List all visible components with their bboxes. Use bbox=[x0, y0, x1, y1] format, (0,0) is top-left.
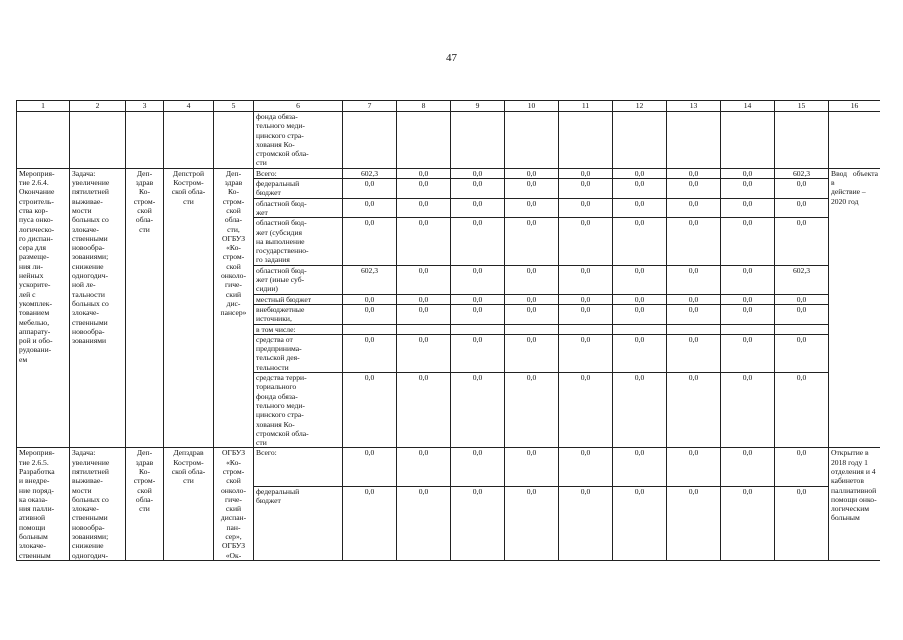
value-cell: 0,0 bbox=[505, 373, 559, 448]
measure-row bbox=[17, 168, 881, 178]
value-cell bbox=[721, 324, 775, 334]
value-cell: 0,0 bbox=[451, 265, 505, 294]
value-cell: 0,0 bbox=[397, 373, 451, 448]
value-cell: 0,0 bbox=[505, 265, 559, 294]
value-cell: 0,0 bbox=[505, 198, 559, 218]
carry-empty-cell bbox=[559, 112, 613, 169]
carry-empty-cell bbox=[505, 112, 559, 169]
value-cell: 0,0 bbox=[451, 198, 505, 218]
value-cell: 0,0 bbox=[613, 487, 667, 561]
value-cell bbox=[667, 324, 721, 334]
funding-source-cell: внебюджетные источники, bbox=[254, 304, 343, 324]
value-cell: 0,0 bbox=[667, 304, 721, 324]
funding-source-cell: федеральный бюджет bbox=[254, 179, 343, 199]
value-cell: 0,0 bbox=[667, 168, 721, 178]
value-cell bbox=[505, 324, 559, 334]
value-cell: 0,0 bbox=[343, 198, 397, 218]
value-cell: 0,0 bbox=[667, 334, 721, 372]
value-cell: 0,0 bbox=[613, 265, 667, 294]
value-cell: 0,0 bbox=[451, 168, 505, 178]
funding-source-cell: федеральный бюджет bbox=[254, 487, 343, 561]
carry-empty-cell bbox=[613, 112, 667, 169]
value-cell: 0,0 bbox=[775, 448, 829, 487]
executor-cell: Деп- здрав Ко- стром- ской обла- сти, ОГБУЗ «Ко- стром- ской онколо- гиче- ский дис- пансер» bbox=[214, 168, 254, 448]
value-cell: 0,0 bbox=[559, 334, 613, 372]
value-cell: 0,0 bbox=[667, 198, 721, 218]
carry-empty-cell bbox=[397, 112, 451, 169]
funding-source-cell: средства от предпринима- тельской дея- тельности bbox=[254, 334, 343, 372]
expected-result-cell: Ввод объекта в действие – 2020 год bbox=[829, 168, 881, 448]
measure-name-cell: Мероприя- тие 2.6.5. Разработка и внедре- ние поряд- ка оказа- ния палли- ативной помощи больным злокаче- ственным bbox=[17, 448, 70, 561]
value-cell: 0,0 bbox=[397, 448, 451, 487]
value-cell: 0,0 bbox=[505, 334, 559, 372]
header-cell-8: 8 bbox=[397, 101, 451, 112]
expected-result-cell: Открытие в 2018 году 1 отделения и 4 кабинетов паллиативной помощи онко- логическим больным bbox=[829, 448, 881, 561]
value-cell: 0,0 bbox=[559, 198, 613, 218]
carry-empty-cell bbox=[70, 112, 126, 169]
value-cell: 0,0 bbox=[775, 198, 829, 218]
value-cell: 0,0 bbox=[721, 218, 775, 265]
value-cell: 0,0 bbox=[667, 294, 721, 304]
customer-cell: Депстрой Костром- ской обла- сти bbox=[164, 168, 214, 448]
carry-over-row bbox=[17, 112, 881, 169]
value-cell: 0,0 bbox=[613, 373, 667, 448]
value-cell: 0,0 bbox=[721, 198, 775, 218]
value-cell: 0,0 bbox=[667, 218, 721, 265]
value-cell: 0,0 bbox=[559, 179, 613, 199]
value-cell bbox=[343, 324, 397, 334]
value-cell: 0,0 bbox=[613, 179, 667, 199]
funding-source-cell: областной бюд- жет (иные суб- сидии) bbox=[254, 265, 343, 294]
header-cell-14: 14 bbox=[721, 101, 775, 112]
value-cell bbox=[559, 324, 613, 334]
executor-cell: ОГБУЗ «Ко- стром- ской онколо- гиче- ский диспан- пан- сер», ОГБУЗ «Ок- bbox=[214, 448, 254, 561]
value-cell: 0,0 bbox=[775, 373, 829, 448]
value-cell bbox=[451, 324, 505, 334]
value-cell: 0,0 bbox=[721, 334, 775, 372]
value-cell: 0,0 bbox=[397, 265, 451, 294]
value-cell: 0,0 bbox=[667, 373, 721, 448]
value-cell: 0,0 bbox=[505, 218, 559, 265]
value-cell: 0,0 bbox=[559, 487, 613, 561]
value-cell: 0,0 bbox=[451, 218, 505, 265]
value-cell: 0,0 bbox=[343, 294, 397, 304]
value-cell: 0,0 bbox=[343, 487, 397, 561]
value-cell: 0,0 bbox=[613, 294, 667, 304]
value-cell: 0,0 bbox=[505, 294, 559, 304]
value-cell: 0,0 bbox=[559, 373, 613, 448]
funding-source-cell: в том числе: bbox=[254, 324, 343, 334]
value-cell: 0,0 bbox=[559, 218, 613, 265]
value-cell: 0,0 bbox=[451, 294, 505, 304]
value-cell: 0,0 bbox=[775, 218, 829, 265]
value-cell: 0,0 bbox=[397, 294, 451, 304]
value-cell: 0,0 bbox=[559, 168, 613, 178]
value-cell bbox=[775, 324, 829, 334]
value-cell: 0,0 bbox=[559, 294, 613, 304]
value-cell: 0,0 bbox=[505, 448, 559, 487]
coordinator-cell: Деп- здрав Ко- стром- ской обла- сти bbox=[126, 168, 164, 448]
value-cell: 0,0 bbox=[613, 334, 667, 372]
header-cell-7: 7 bbox=[343, 101, 397, 112]
value-cell: 0,0 bbox=[721, 265, 775, 294]
customer-cell: Депздрав Костром- ской обла- сти bbox=[164, 448, 214, 561]
value-cell: 0,0 bbox=[613, 448, 667, 487]
value-cell: 0,0 bbox=[397, 218, 451, 265]
funding-source-cell: областной бюд- жет bbox=[254, 198, 343, 218]
header-cell-12: 12 bbox=[613, 101, 667, 112]
value-cell: 0,0 bbox=[505, 179, 559, 199]
header-row bbox=[17, 101, 881, 112]
carry-empty-cell bbox=[343, 112, 397, 169]
measure-task-cell: Задача: увеличение пятилетней выживае- мости больных со злокаче- ственными новообра- зованиями; снижение одногодич- bbox=[70, 448, 126, 561]
value-cell: 602,3 bbox=[343, 265, 397, 294]
value-cell: 0,0 bbox=[775, 334, 829, 372]
value-cell: 0,0 bbox=[343, 448, 397, 487]
value-cell: 0,0 bbox=[397, 198, 451, 218]
measure-row bbox=[17, 448, 881, 487]
value-cell: 0,0 bbox=[559, 448, 613, 487]
value-cell: 0,0 bbox=[667, 487, 721, 561]
value-cell: 0,0 bbox=[721, 448, 775, 487]
funding-source-cell: Всего: bbox=[254, 168, 343, 178]
header-cell-16: 16 bbox=[829, 101, 881, 112]
value-cell: 0,0 bbox=[721, 179, 775, 199]
value-cell: 0,0 bbox=[667, 179, 721, 199]
value-cell: 0,0 bbox=[775, 487, 829, 561]
budget-table bbox=[16, 100, 880, 561]
header-cell-2: 2 bbox=[70, 101, 126, 112]
value-cell: 0,0 bbox=[721, 304, 775, 324]
value-cell: 0,0 bbox=[505, 168, 559, 178]
coordinator-cell: Деп- здрав Ко- стром- ской обла- сти bbox=[126, 448, 164, 561]
value-cell: 0,0 bbox=[721, 373, 775, 448]
value-cell: 0,0 bbox=[343, 179, 397, 199]
value-cell: 602,3 bbox=[775, 168, 829, 178]
header-cell-15: 15 bbox=[775, 101, 829, 112]
value-cell: 0,0 bbox=[397, 168, 451, 178]
header-cell-13: 13 bbox=[667, 101, 721, 112]
value-cell: 0,0 bbox=[397, 487, 451, 561]
funding-source-cell: средства терри- ториального фонда обяза- тельного меди- цинского стра- хования Ко- стромской обла- сти bbox=[254, 373, 343, 448]
carry-empty-cell bbox=[775, 112, 829, 169]
value-cell: 0,0 bbox=[613, 304, 667, 324]
value-cell: 0,0 bbox=[397, 304, 451, 324]
value-cell: 0,0 bbox=[451, 334, 505, 372]
measure-task-cell: Задача: увеличение пятилетней выживае- мости больных со злокаче- ственными новообра- зованиями; снижение одногодич- ной ле- тальности больных со злокаче- ственными новообра- зованиями bbox=[70, 168, 126, 448]
carry-empty-cell bbox=[451, 112, 505, 169]
carry-empty-cell bbox=[667, 112, 721, 169]
header-cell-3: 3 bbox=[126, 101, 164, 112]
value-cell: 0,0 bbox=[343, 373, 397, 448]
page-number: 47 bbox=[446, 52, 457, 64]
value-cell: 0,0 bbox=[451, 487, 505, 561]
value-cell: 0,0 bbox=[775, 179, 829, 199]
value-cell: 0,0 bbox=[721, 168, 775, 178]
header-cell-9: 9 bbox=[451, 101, 505, 112]
value-cell: 0,0 bbox=[775, 304, 829, 324]
funding-source-cell: местный бюджет bbox=[254, 294, 343, 304]
value-cell bbox=[397, 324, 451, 334]
carry-empty-cell bbox=[17, 112, 70, 169]
header-cell-4: 4 bbox=[164, 101, 214, 112]
value-cell: 0,0 bbox=[721, 294, 775, 304]
value-cell: 0,0 bbox=[397, 179, 451, 199]
value-cell: 0,0 bbox=[775, 294, 829, 304]
value-cell: 0,0 bbox=[343, 218, 397, 265]
carry-empty-cell bbox=[829, 112, 881, 169]
value-cell: 0,0 bbox=[397, 334, 451, 372]
measure-name-cell: Мероприя- тие 2.6.4. Окончание строитель- ства кор- пуса онко- логическо- го диспан- сера для размеще- ния ли- нейных ускорите- лей с укомплек- тованием мебелью, аппарату- рой и обо- рудовани- ем bbox=[17, 168, 70, 448]
header-cell-10: 10 bbox=[505, 101, 559, 112]
funding-source-cell: Всего: bbox=[254, 448, 343, 487]
value-cell: 0,0 bbox=[559, 265, 613, 294]
value-cell: 0,0 bbox=[451, 448, 505, 487]
budget-table-sheet bbox=[16, 100, 880, 592]
value-cell: 0,0 bbox=[505, 304, 559, 324]
value-cell: 0,0 bbox=[505, 487, 559, 561]
carry-empty-cell bbox=[214, 112, 254, 169]
value-cell: 0,0 bbox=[667, 448, 721, 487]
value-cell: 0,0 bbox=[451, 373, 505, 448]
value-cell: 602,3 bbox=[343, 168, 397, 178]
value-cell: 0,0 bbox=[667, 265, 721, 294]
value-cell bbox=[613, 324, 667, 334]
carry-empty-cell bbox=[164, 112, 214, 169]
header-cell-6: 6 bbox=[254, 101, 343, 112]
value-cell: 0,0 bbox=[613, 218, 667, 265]
carry-source-cell: фонда обяза- тельного меди- цинского стра- хования Ко- стромской обла- сти bbox=[254, 112, 343, 169]
value-cell: 0,0 bbox=[343, 334, 397, 372]
header-cell-1: 1 bbox=[17, 101, 70, 112]
value-cell: 602,3 bbox=[775, 265, 829, 294]
value-cell: 0,0 bbox=[613, 198, 667, 218]
value-cell: 0,0 bbox=[343, 304, 397, 324]
funding-source-cell: областной бюд- жет (субсидия на выполнение государственно- го задания bbox=[254, 218, 343, 265]
carry-empty-cell bbox=[126, 112, 164, 169]
value-cell: 0,0 bbox=[721, 487, 775, 561]
value-cell: 0,0 bbox=[451, 179, 505, 199]
value-cell: 0,0 bbox=[451, 304, 505, 324]
header-cell-11: 11 bbox=[559, 101, 613, 112]
value-cell: 0,0 bbox=[613, 168, 667, 178]
header-cell-5: 5 bbox=[214, 101, 254, 112]
carry-empty-cell bbox=[721, 112, 775, 169]
value-cell: 0,0 bbox=[559, 304, 613, 324]
